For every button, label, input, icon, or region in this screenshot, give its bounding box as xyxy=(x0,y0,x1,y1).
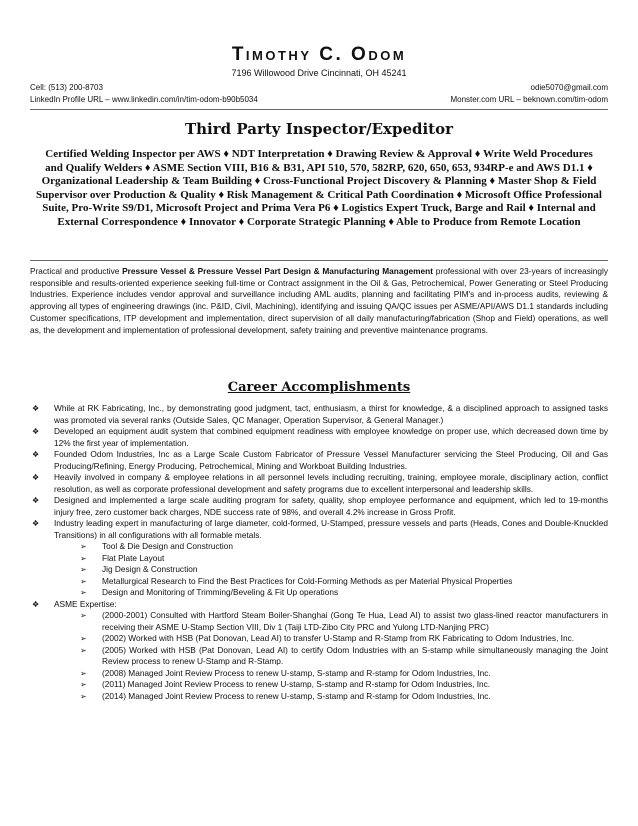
manufacturing-sublist xyxy=(54,541,608,599)
sub-list-item: ➢ Tool & Die Design and Construction xyxy=(80,541,233,551)
arrow-bullet-icon: ➢ xyxy=(80,553,87,563)
list-item: ❖ Heavily involved in company & employee relations in all personnel levels including recruiting, training, employee morale, disciplinary action, conflict resolution, as well as corporate professional development and safety programs due to excellent interpersonal and leadership skills. xyxy=(32,472,608,494)
list-item: ❖ Founded Odom Industries, Inc as a Large Scale Custom Fabricator of Pressure Vessel Manufacturer servicing the Steel Producing, Oil and Gas Producing/Refining, Energy Producing, Petrochemical, Mining and Workboat Building Industries. xyxy=(32,449,608,471)
sub-list-item: ➢ (2005) Worked with HSB (Pat Donovan, Lead AI) to certify Odom Industries with an S-stamp while simultaneously managing the Joint Review process to renew U-Stamp and R-Stamp. xyxy=(80,644,608,666)
job-headline: Third Party Inspector/Expeditor xyxy=(184,120,454,138)
arrow-bullet-icon: ➢ xyxy=(80,680,87,689)
monster-url[interactable]: Monster.com URL – beknown.com/tim-odom xyxy=(450,95,608,104)
arrow-bullet-icon: ➢ xyxy=(80,576,87,586)
section-title-career-accomplishments: Career Accomplishments xyxy=(227,380,411,395)
diamond-bullet-icon: ❖ xyxy=(32,519,40,528)
email[interactable]: odie5070@gmail.com xyxy=(530,83,608,92)
linkedin-url[interactable]: LinkedIn Profile URL – www.linkedin.com/in/tim-odom-b90b5034 xyxy=(30,95,258,104)
diamond-bullet-icon: ❖ xyxy=(32,599,40,609)
list-item: ❖ ASME Expertise: ➢ (2000-2001) Consulted with Hartford Steam Boiler-Shanghai (Gong Te Hua, Lead AI) to assist two glass-lined reactor manufacturers in receiving their ASME U-Stamp Section VIII, Div 1 (Taiji LTD-Zibo City PRC and Yulong LTD-Nanjing PRC) ➢ (2002) Worked with HSB (Pat Donovan, Lead AI) to transfer U-Stamp and R-Stamp from RK Fabricating to Odom Industries, Inc. ➢ (2005) Worked with HSB (Pat Donovan, Lead AI) to certify Odom Industries with an S-stamp while simultaneously managing the Joint Review process to renew U-Stamp and R-Stamp. ➢ (2008) Managed Joint Review Process to renew U-stamp, S-stamp and R-stamp for Odom Industries, Inc. ➢ (2011) Managed Joint Review Process to renew U-stamp, S-stamp and R-stamp for Odom Industries, Inc. ➢ (2014) Managed Joint Review Process to renew U-stamp, S-stamp and R-stamp for Odom Industries, Inc. xyxy=(32,598,608,701)
diamond-bullet-icon: ❖ xyxy=(32,450,40,459)
arrow-bullet-icon: ➢ xyxy=(80,565,87,574)
arrow-bullet-icon: ➢ xyxy=(80,645,87,655)
candidate-name: Timothy C. Odom xyxy=(231,44,407,65)
sub-list-item: ➢ (2008) Managed Joint Review Process to renew U-stamp, S-stamp and R-stamp for Odom Industries, Inc. xyxy=(80,667,491,678)
sub-list-item: ➢ Design and Monitoring of Trimming/Beveling & Fit Up operations xyxy=(80,587,339,597)
cell-phone: Cell: (513) 200-8703 xyxy=(30,83,103,92)
sub-list-item: ➢ Metallurgical Research to Find the Best Practices for Cold-Forming Methods as per Material Physical Properties xyxy=(80,575,513,586)
arrow-bullet-icon: ➢ xyxy=(80,611,87,620)
sub-list-item: ➢ (2011) Managed Joint Review Process to renew U-stamp, S-stamp and R-stamp for Odom Industries, Inc. xyxy=(80,679,491,689)
sub-list-item: ➢ (2002) Worked with HSB (Pat Donovan, Lead AI) to transfer U-Stamp and R-Stamp from RK Fabricating to Odom Industries, Inc. xyxy=(80,633,575,643)
diamond-bullet-icon: ❖ xyxy=(32,473,40,482)
skills-keywords: Certified Welding Inspector per AWS ♦ NDT Interpretation ♦ Drawing Review & Approval ♦ Write Weld Procedures and Qualify Welders ♦ ASME Section VIII, B16 & B31, API 510, 570, 582RP, 620, 650, 653, 934RP-e and AWS D1.1 ♦ Organizational Leadership & Team Building ♦ Cross-Functional Project Discovery & Planning ♦ Master Shop & Field Supervisor over Production & Quality ♦ Risk Management & Critical Path Coordination ♦ Microsoft Office Professional Suite, Pro-Write S9/D1, Microsoft Project and Prima Vera P6 ♦ Logistics Expert Truck, Barge and Rail ♦ Internal and External Correspondence ♦ Innovator ♦ Corporate Strategic Planning ♦ Able to Produce from Remote Location xyxy=(36,148,602,228)
list-item: ❖ Industry leading expert in manufacturing of large diameter, cold-formed, U-Stamped, pressure vessels and parts (Heads, Cones and Double-Knuckled Transitions) in all configurations with all formable metals. ➢ Tool & Die Design and Construction ➢ Flat Plate Layout ➢ Jig Design & Construction ➢ Metallurgical Research to Find the Best Practices for Cold-Forming Methods as per Material Physical Properties ➢ Design and Monitoring of Trimming/Beveling & Fit Up operations xyxy=(32,518,608,597)
sub-list-item: ➢ Jig Design & Construction xyxy=(80,564,198,574)
arrow-bullet-icon: ➢ xyxy=(80,668,87,678)
summary-highlight: Pressure Vessel & Pressure Vessel Part Design & Manufacturing Management xyxy=(122,266,433,276)
accomplishments-list xyxy=(30,403,608,702)
list-item: ❖ Designed and implemented a large scale auditing program for safety, quality, shop employee performance and equipment, which led to 19-months injury free, zero customer back charges, NDE success rate of 98%, and overall 4.2% increase in Gross Profit. xyxy=(32,495,608,517)
sub-list-item: ➢ (2014) Managed Joint Review Process to renew U-stamp, S-stamp and R-stamp for Odom Industries, Inc. xyxy=(80,690,491,701)
diamond-bullet-icon: ❖ xyxy=(32,427,40,436)
arrow-bullet-icon: ➢ xyxy=(80,691,87,701)
arrow-bullet-icon: ➢ xyxy=(80,634,87,643)
arrow-bullet-icon: ➢ xyxy=(80,542,87,551)
diamond-bullet-icon: ❖ xyxy=(32,404,40,413)
arrow-bullet-icon: ➢ xyxy=(80,588,87,597)
address: 7196 Willowood Drive Cincinnati, OH 45241 xyxy=(231,68,407,78)
sub-list-item: ➢ (2000-2001) Consulted with Hartford Steam Boiler-Shanghai (Gong Te Hua, Lead AI) to assist two glass-lined reactor manufacturers in receiving their ASME U-Stamp Section VIII, Div 1 (Taiji LTD-Zibo City PRC and Yulong LTD-Nanjing PRC) xyxy=(80,610,608,632)
sub-list-item: ➢ Flat Plate Layout xyxy=(80,552,165,563)
keywords-divider xyxy=(30,260,608,261)
contact-row-urls xyxy=(30,95,608,104)
professional-summary: Practical and productive Pressure Vessel & Pressure Vessel Part Design & Manufacturing Management professional with over 23-years of increasingly responsible and results-oriented experience seeking full-time or Contract assignment in the Oil & Gas, Petrochemical, Power Generating or Steel Producing Industries. Experience includes vendor approval and surveillance including AML audits, planning and facilitating PIM's and in-process audits, reviewing & approving all types of engineering drawings (inc. P&ID, Civil, Machining), identifying and issuing QA/QC issues per ASME/API/AWS D1.1 standards including Customer specifications, ITP development and implementation, direct supervision of all daily manufacturing/fabrication (Shop and Field) operations, as well as, the development and implementation of professional development, safety training and preventive maintenance programs. xyxy=(30,266,608,335)
list-item: ❖ While at RK Fabricating, Inc., by demonstrating good judgment, tact, enthusiasm, a thirst for knowledge, & a disciplined approach to assigned tasks was promoted via several ranks (Outside Sales, QC Manager, Operation Supervisor, & General Manager.) xyxy=(32,403,608,425)
header-divider xyxy=(30,109,608,110)
asme-sublist xyxy=(54,610,608,702)
diamond-bullet-icon: ❖ xyxy=(32,496,40,505)
contact-row-phone-email xyxy=(30,83,608,92)
list-item: ❖ Developed an equipment audit system that combined equipment readiness with employee knowledge on proper use, which decreased down time by 12% the first year of implementation. xyxy=(32,426,608,448)
